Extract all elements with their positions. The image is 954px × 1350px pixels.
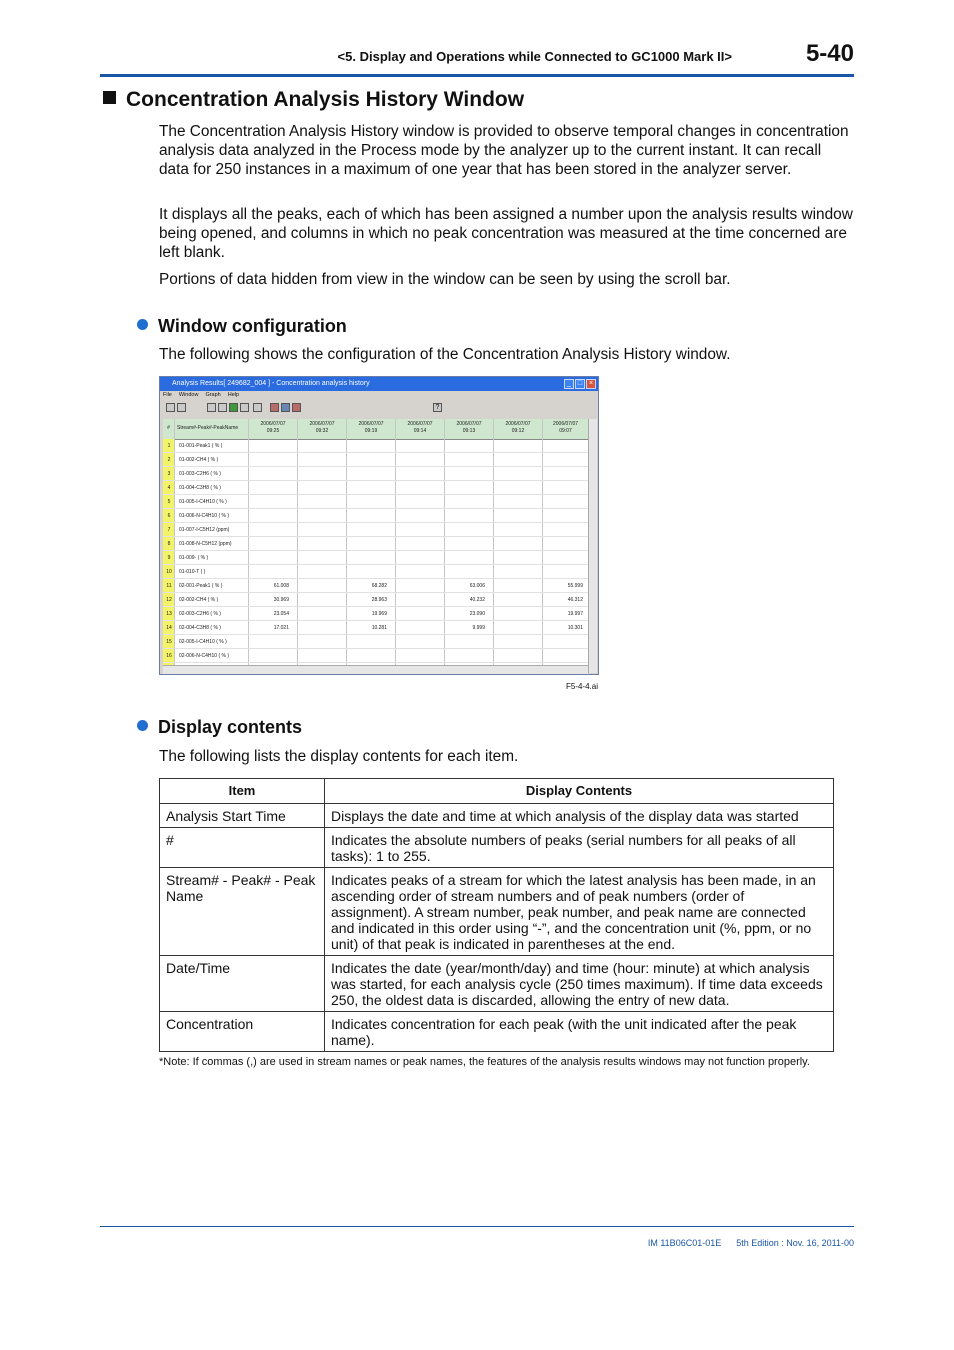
grid-cell-concentration: 23.090 <box>469 611 485 617</box>
grid-row <box>163 453 588 467</box>
header-rule <box>100 74 854 77</box>
grid-row <box>163 523 588 537</box>
grid-header-row <box>163 419 588 440</box>
grid-row-peak-name: 01-010-T ( ) <box>179 569 206 575</box>
table-cell-item: Stream# - Peak# - Peak Name <box>160 868 325 956</box>
grid-row <box>163 537 588 551</box>
page-number: 5-40 <box>805 40 854 67</box>
table-header-contents: Display Contents <box>325 779 834 804</box>
section-title <box>103 88 524 112</box>
grid-row <box>163 579 588 593</box>
grid-row <box>163 509 588 523</box>
chart-icon <box>270 403 279 412</box>
chapter-title: <5. Display and Operations while Connected to GC1000 Mark II> <box>337 49 732 64</box>
table-cell-contents: Indicates peaks of a stream for which the latest analysis has been made, in an ascending order of stream numbers and of peak numbers (order of assignment). A stream number, peak number, and peak name are connected and indicated in this order using “-”, and the concentration unit (%, ppm, or no unit) of that peak is indicated in parentheses at the end. <box>325 868 834 956</box>
table-cell-contents: Indicates the date (year/month/day) and time (hour: minute) at which analysis was started, for each analysis cycle (250 times maximum). If time data exceeds 250, the oldest data is discarded, allowing the entry of new data. <box>325 956 834 1012</box>
column-header-date: 2006/07/07 09:13 <box>456 421 482 434</box>
grid-cell-concentration: 19.997 <box>567 611 583 617</box>
column-header-date: 2006/07/07 09:32 <box>309 421 335 434</box>
table-cell-item: Date/Time <box>160 956 325 1012</box>
table-row <box>160 1012 834 1052</box>
grid-row-number: 1 <box>167 443 171 449</box>
minimize-icon: _ <box>564 379 574 389</box>
grid-row-peak-name: 02-004-C3H8 ( % ) <box>179 625 221 631</box>
settings-icon <box>240 403 249 412</box>
grid-row-peak-name: 02-003-C2H6 ( % ) <box>179 611 221 617</box>
grid-row <box>163 635 588 649</box>
grid-row <box>163 621 588 635</box>
menu-file: File <box>163 392 172 398</box>
window-titlebar <box>160 377 598 391</box>
concentration-history-window-screenshot <box>159 376 599 675</box>
grid-row-number: 12 <box>166 597 172 603</box>
square-bullet-icon <box>103 91 116 104</box>
grid-row <box>163 565 588 579</box>
horizontal-scrollbar <box>163 665 588 674</box>
grid-row-number: 4 <box>167 485 171 491</box>
grid-row <box>163 439 588 453</box>
table-header-item: Item <box>160 779 325 804</box>
grid-row-peak-name: 02-005-I-C4H10 ( % ) <box>179 639 227 645</box>
paragraph: Portions of data hidden from view in the window can be seen by using the scroll bar. <box>159 271 731 288</box>
grid-row-peak-name: 01-006-N-C4H10 ( % ) <box>179 513 230 519</box>
grid-row-peak-name: 02-002-CH4 ( % ) <box>179 597 219 603</box>
vertical-scrollbar <box>588 419 597 673</box>
bullet-dot-icon <box>137 720 148 731</box>
grid-row-peak-name: 01-002-CH4 ( % ) <box>179 457 219 463</box>
grid-row-peak-name: 01-003-C2H6 ( % ) <box>179 471 221 477</box>
grid-row-number: 13 <box>166 611 172 617</box>
table-row <box>160 804 834 828</box>
window-title: Analysis Results[ 249682_004 ] - Concentration analysis history <box>172 380 370 387</box>
grid-row-peak-name: 02-001-Peak1 ( % ) <box>179 583 223 589</box>
close-icon: × <box>586 379 596 389</box>
grid-row-peak-name: 01-001-Peak1 ( % ) <box>179 443 223 449</box>
paragraph: The following shows the configuration of the Concentration Analysis History window. <box>159 346 731 363</box>
grid-row-number: 14 <box>166 625 172 631</box>
grid-row <box>163 481 588 495</box>
grid-row-peak-name: 01-008-N-C5H12 (ppm) <box>179 541 232 547</box>
window-menubar <box>160 391 599 400</box>
help-icon: ? <box>433 403 442 412</box>
table-cell-item: Concentration <box>160 1012 325 1052</box>
grid-cell-concentration: 10.301 <box>567 625 583 631</box>
grid-cell-concentration: 46.312 <box>567 597 583 603</box>
table-row <box>160 828 834 868</box>
subheading-window-configuration <box>137 316 347 337</box>
grid-cell-concentration: 17.021 <box>273 625 289 631</box>
grid-row-number: 16 <box>166 653 172 659</box>
grid-row <box>163 607 588 621</box>
footer-rule <box>100 1226 854 1227</box>
grid-row <box>163 593 588 607</box>
window-toolbar <box>160 400 598 416</box>
column-header-date: 2006/07/07 09:07 <box>552 421 579 434</box>
figure-caption: F5-4-4.ai <box>565 682 598 691</box>
grid-row <box>163 467 588 481</box>
grid-cell-concentration: 10.281 <box>371 625 387 631</box>
table-cell-item: Analysis Start Time <box>160 804 325 828</box>
table-cell-contents: Indicates the absolute numbers of peaks (serial numbers for all peaks of all tasks): 1 to 255. <box>325 828 834 868</box>
grid-cell-concentration: 9.999 <box>472 625 485 631</box>
grid-row-number: 11 <box>166 583 172 589</box>
compare-icon <box>292 403 301 412</box>
maximize-icon: □ <box>575 379 585 389</box>
column-header-date: 2006/07/07 09:14 <box>407 421 433 434</box>
grid-row-number: 10 <box>166 569 172 575</box>
history-grid <box>163 419 588 665</box>
footnote: *Note: If commas (,) are used in stream names or peak names, the features of the analysis results windows may not function properly. <box>159 1056 810 1068</box>
display-contents-table <box>159 778 834 1052</box>
paragraph: The Concentration Analysis History window is provided to observe temporal changes in concentration analysis data analyzed in the Process mode by the analyzer up to the current instant. It can recall data for 250 instances in a maximum of one year that has been stored in the analyzer server. <box>159 123 849 178</box>
table-cell-contents: Displays the date and time at which analysis of the display data was started <box>325 804 834 828</box>
grid-row-peak-name: 01-007-I-C5H12 (ppm) <box>179 527 230 533</box>
menu-window: Window <box>178 392 199 398</box>
export-icon <box>253 403 262 412</box>
column-header-num: # <box>167 425 170 431</box>
table-icon <box>218 403 227 412</box>
subheading-text: Display contents <box>158 717 303 737</box>
column-header-date: 2006/07/07 09:12 <box>505 421 531 434</box>
table-cell-item: # <box>160 828 325 868</box>
print-icon <box>166 403 175 412</box>
grid-row-number: 3 <box>167 471 171 477</box>
grid-row-peak-name: 01-009- ( % ) <box>179 555 209 561</box>
grid-row-number: 2 <box>167 457 171 463</box>
edition: 5th Edition : Nov. 16, 2011-00 <box>736 1238 854 1248</box>
graph-icon <box>207 403 216 412</box>
table-row <box>160 956 834 1012</box>
grid-cell-concentration: 68.282 <box>371 583 387 589</box>
grid-cell-concentration: 63.006 <box>469 583 485 589</box>
grid-cell-concentration: 23.054 <box>273 611 289 617</box>
bullet-dot-icon <box>137 319 148 330</box>
grid-row <box>163 551 588 565</box>
grid-cell-concentration: 28.963 <box>371 597 387 603</box>
grid-row-number: 5 <box>167 499 171 505</box>
refresh-icon <box>229 403 238 412</box>
table-cell-contents: Indicates concentration for each peak (with the unit indicated after the peak name). <box>325 1012 834 1052</box>
window-icon <box>281 403 290 412</box>
grid-cell-concentration: 55.999 <box>567 583 583 589</box>
grid-row-peak-name: 01-004-C3H8 ( % ) <box>179 485 221 491</box>
section-title-text: Concentration Analysis History Window <box>126 88 525 111</box>
grid-cell-concentration: 30.969 <box>273 597 289 603</box>
footer <box>500 1238 854 1248</box>
grid-cell-concentration: 40.232 <box>469 597 485 603</box>
grid-row-number: 15 <box>166 639 172 645</box>
table-header-row <box>160 779 834 804</box>
table-row <box>160 868 834 956</box>
grid-row-peak-name: 02-006-N-C4H10 ( % ) <box>179 653 230 659</box>
grid-row-number: 6 <box>167 513 171 519</box>
paragraph: The following lists the display contents for each item. <box>159 748 519 765</box>
column-header-name: Stream#-Peak#-PeakName <box>177 425 239 431</box>
grid-cell-concentration: 19.969 <box>371 611 387 617</box>
subheading-display-contents <box>137 717 302 738</box>
grid-cell-concentration: 61.008 <box>273 583 289 589</box>
subheading-text: Window configuration <box>158 316 347 336</box>
doc-id: IM 11B06C01-01E <box>647 1238 722 1248</box>
grid-row-peak-name: 01-005-I-C4H10 ( % ) <box>179 499 227 505</box>
save-icon <box>177 403 186 412</box>
column-header-date: 2006/07/07 09:25 <box>260 421 286 434</box>
menu-help: Help <box>227 392 240 398</box>
menu-graph: Graph <box>205 392 221 398</box>
column-header-date: 2006/07/07 09:19 <box>358 421 384 434</box>
grid-row-number: 8 <box>167 541 171 547</box>
grid-row <box>163 495 588 509</box>
grid-row-number: 7 <box>167 527 171 533</box>
grid-row-number: 9 <box>167 555 171 561</box>
paragraph: It displays all the peaks, each of which has been assigned a number upon the analysis results window being opened, and columns in which no peak concentration was measured at the time concerned are left blank. <box>159 206 853 261</box>
grid-row <box>163 649 588 663</box>
